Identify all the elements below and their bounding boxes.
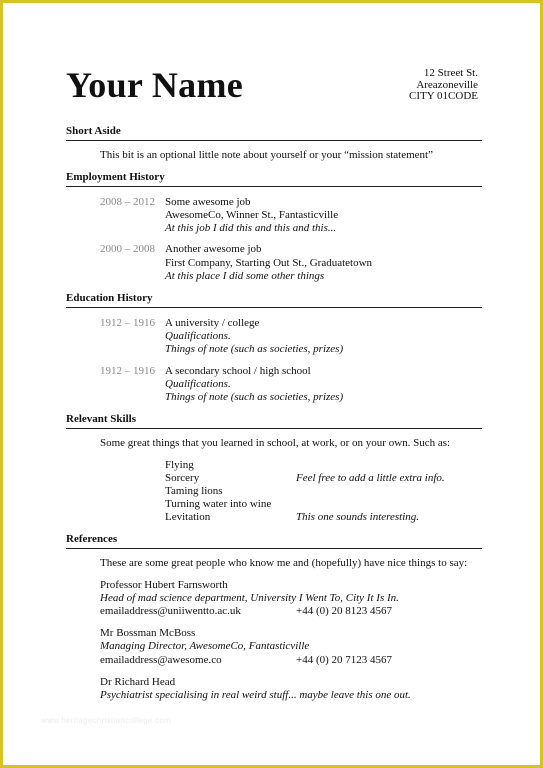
employment-role: Some awesome job [165, 196, 251, 208]
education-qualifications: Qualifications. [165, 378, 231, 390]
section-divider [66, 428, 482, 429]
education-school: A university / college [165, 317, 260, 329]
short-aside-text: This bit is an optional little note about yourself or your “mission statement” [100, 149, 433, 161]
watermark: www.heritagechristiancollege.com [41, 716, 172, 725]
reference-role: Head of mad science department, University I Went To, City It Is In. [100, 592, 399, 604]
address-line: 12 Street St. [423, 67, 478, 79]
employment-note: At this job I did this and this and this... [165, 222, 337, 234]
section-divider [66, 548, 482, 549]
skill-item: Levitation [165, 511, 211, 523]
reference-role: Managing Director, AwesomeCo, Fantasticville [100, 640, 310, 652]
education-note: Things of note (such as societies, prizes) [165, 391, 344, 403]
section-title-education: Education History [66, 292, 153, 304]
reference-name: Dr Richard Head [100, 676, 176, 688]
reference-role: Psychiatrist specialising in real weird stuff... maybe leave this one out. [100, 689, 411, 701]
employment-dates: 2008 – 2012 [100, 196, 155, 208]
address-line: CITY 01CODE [409, 90, 478, 102]
skill-item: Sorcery [165, 472, 200, 484]
references-intro: These are some great people who know me and (hopefully) have nice things to say: [100, 557, 468, 569]
education-dates: 1912 – 1916 [100, 317, 155, 329]
section-divider [66, 307, 482, 308]
skills-intro: Some great things that you learned in school, at work, or on your own. Such as: [100, 437, 451, 449]
resume-page [3, 3, 540, 765]
employment-note: At this place I did some other things [165, 270, 325, 282]
section-title-employment: Employment History [66, 171, 165, 183]
section-title-short-aside: Short Aside [66, 125, 121, 137]
address-block [409, 68, 478, 103]
section-divider [66, 186, 482, 187]
section-divider [66, 140, 482, 141]
reference-name: Professor Hubert Farnsworth [100, 579, 228, 591]
education-school: A secondary school / high school [165, 365, 311, 377]
skill-item: Flying [165, 459, 194, 471]
employment-role: Another awesome job [165, 243, 262, 255]
section-title-references: References [66, 533, 118, 545]
reference-phone: +44 (0) 20 7123 4567 [296, 654, 393, 666]
education-qualifications: Qualifications. [165, 330, 231, 342]
employment-dates: 2000 – 2008 [100, 243, 155, 255]
skill-note: Feel free to add a little extra info. [296, 472, 445, 484]
reference-name: Mr Bossman McBoss [100, 627, 196, 639]
skill-note: This one sounds interesting. [296, 511, 420, 523]
education-dates: 1912 – 1916 [100, 365, 155, 377]
section-title-skills: Relevant Skills [66, 413, 136, 425]
reference-email: emailaddress@uniiwentto.ac.uk [100, 605, 241, 617]
reference-email: emailaddress@awesome.co [100, 654, 222, 666]
education-note: Things of note (such as societies, prizes) [165, 343, 344, 355]
skill-item: Turning water into wine [165, 498, 272, 510]
address-line: Areazoneville [416, 78, 478, 91]
page-title: Your Name [66, 65, 244, 105]
skill-item: Taming lions [165, 485, 223, 497]
employment-place: First Company, Starting Out St., Graduatetown [165, 257, 373, 269]
reference-phone: +44 (0) 20 8123 4567 [296, 605, 393, 617]
employment-place: AwesomeCo, Winner St., Fantasticville [165, 209, 339, 221]
